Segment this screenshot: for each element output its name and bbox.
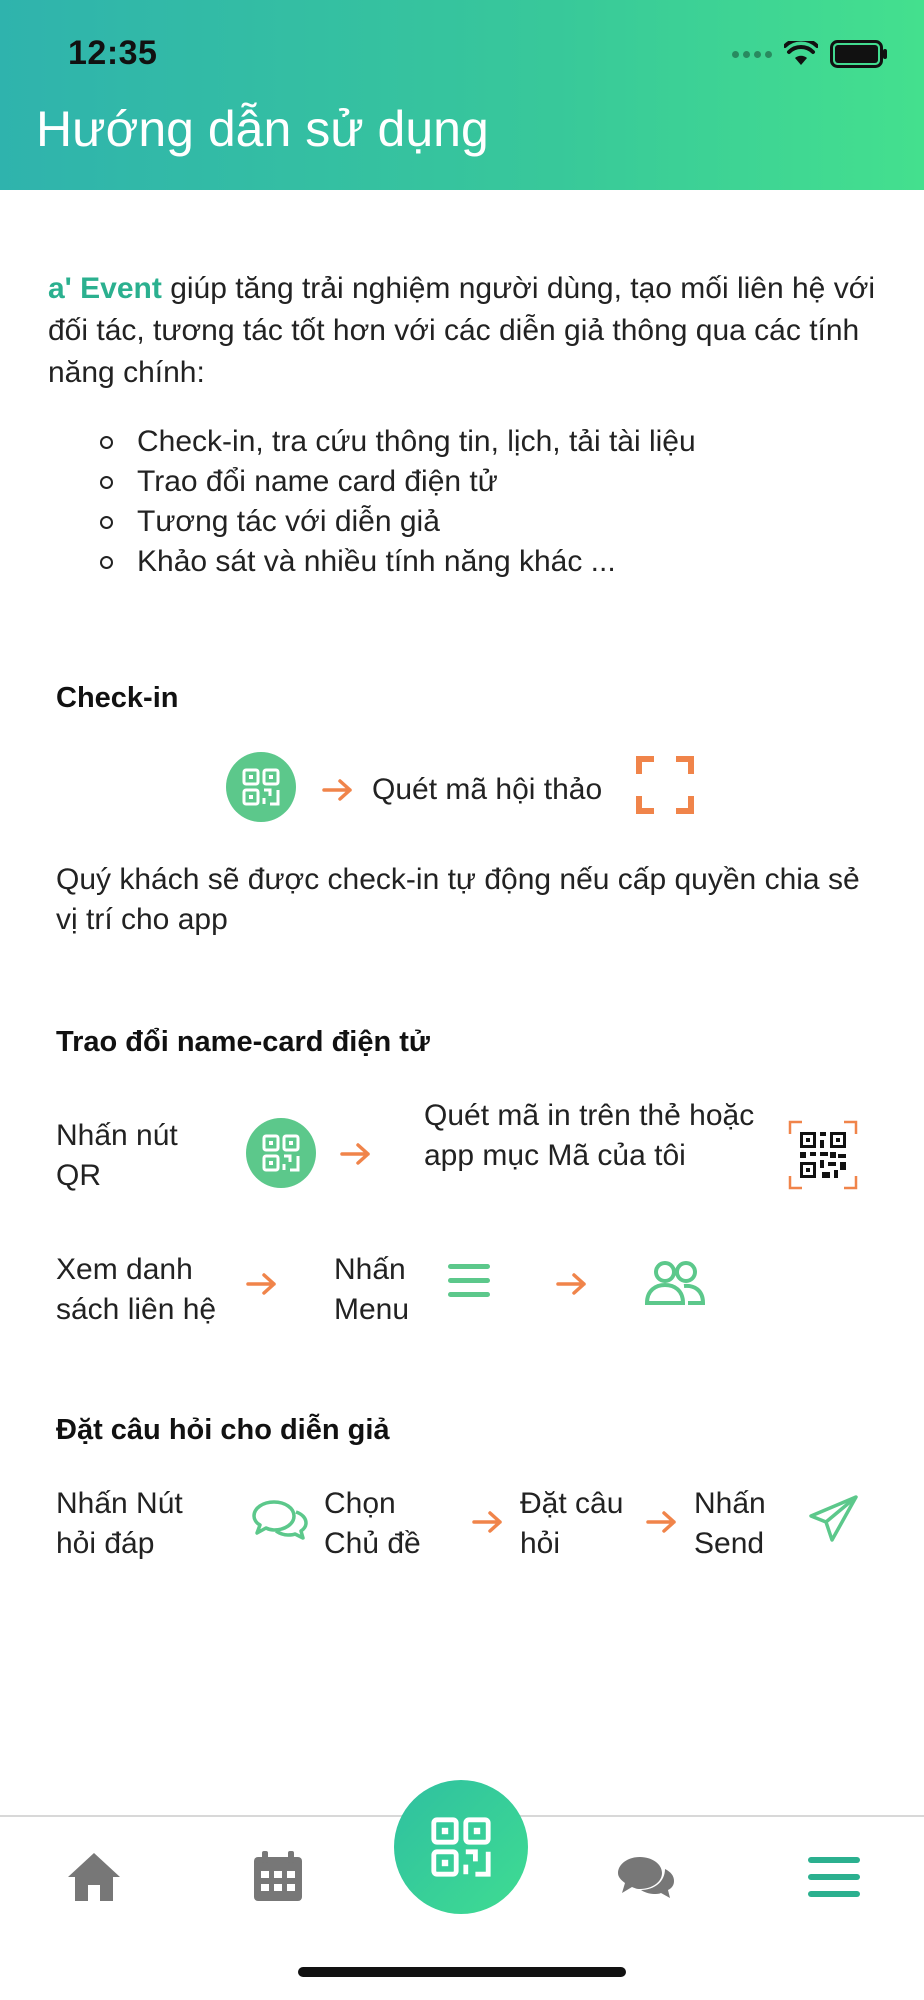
questions-step-send: Nhấn Send [694,1487,766,1560]
checkin-title: Check-in [56,682,179,714]
brand-name: a' Event [48,272,162,305]
wifi-icon [784,41,818,67]
battery-icon [830,40,888,68]
menu-icon[interactable] [804,1847,864,1907]
qr-scan-button[interactable] [394,1780,528,1914]
arrow-right-icon [340,1142,372,1166]
feature-list [100,422,696,582]
menu-icon [448,1262,490,1300]
namecard-step-view-contacts: Xem danh sách liên hệ [56,1253,217,1326]
namecard-title: Trao đổi name-card điện tử [56,1026,430,1058]
status-icons [732,40,888,68]
intro-text: giúp tăng trải nghiệm người dùng, tạo mối liên hệ với đối tác, tương tác tốt hơn với các diễn giả thông qua các tính năng chính: [48,272,876,389]
status-time: 12:35 [68,34,158,72]
home-indicator [298,1967,626,1977]
questions-title: Đặt câu hỏi cho diễn giả [56,1414,390,1446]
arrow-right-icon [246,1272,278,1296]
namecard-step-press-menu: Nhấn Menu [334,1253,410,1326]
send-icon [808,1494,860,1544]
arrow-right-icon [322,778,354,802]
list-item: Check-in, tra cứu thông tin, lịch, tải tài liệu [100,422,696,462]
namecard-step-press-qr: Nhấn nút QR [56,1119,178,1192]
scan-frame-icon [636,756,694,814]
qr-code-icon [429,1815,493,1879]
questions-step-ask: Đặt câu hỏi [520,1487,624,1560]
chat-icon [252,1498,308,1542]
intro-paragraph [48,268,878,394]
questions-step-choose-topic: Chọn Chủ đề [324,1487,421,1560]
namecard-step-scan: Quét mã in trên thẻ hoặc app mục Mã của tôi [424,1099,755,1172]
arrow-right-icon [556,1272,588,1296]
contacts-icon [644,1260,706,1306]
list-item: Tương tác với diễn giả [100,502,696,542]
chat-icon[interactable] [616,1847,676,1907]
app-header [0,0,924,190]
arrow-right-icon [646,1510,678,1534]
bullet-icon [100,556,113,569]
scan-label: Quét mã hội thảo [372,773,603,806]
page-title: Hướng dẫn sử dụng [36,101,489,157]
qr-code-scan-icon [788,1120,858,1190]
arrow-right-icon [472,1510,504,1534]
qr-button-icon [246,1118,316,1188]
list-item: Khảo sát và nhiều tính năng khác ... [100,542,696,582]
qr-button-icon [226,752,296,822]
home-icon[interactable] [64,1847,124,1907]
bullet-icon [100,476,113,489]
checkin-description: Quý khách sẽ được check-in tự động nếu cấp quyền chia sẻ vị trí cho app [56,863,860,936]
calendar-icon[interactable] [248,1847,308,1907]
bullet-icon [100,436,113,449]
list-item: Trao đổi name card điện tử [100,462,696,502]
signal-icon [732,51,772,58]
bullet-icon [100,516,113,529]
questions-step-press-qa: Nhấn Nút hỏi đáp [56,1487,183,1560]
